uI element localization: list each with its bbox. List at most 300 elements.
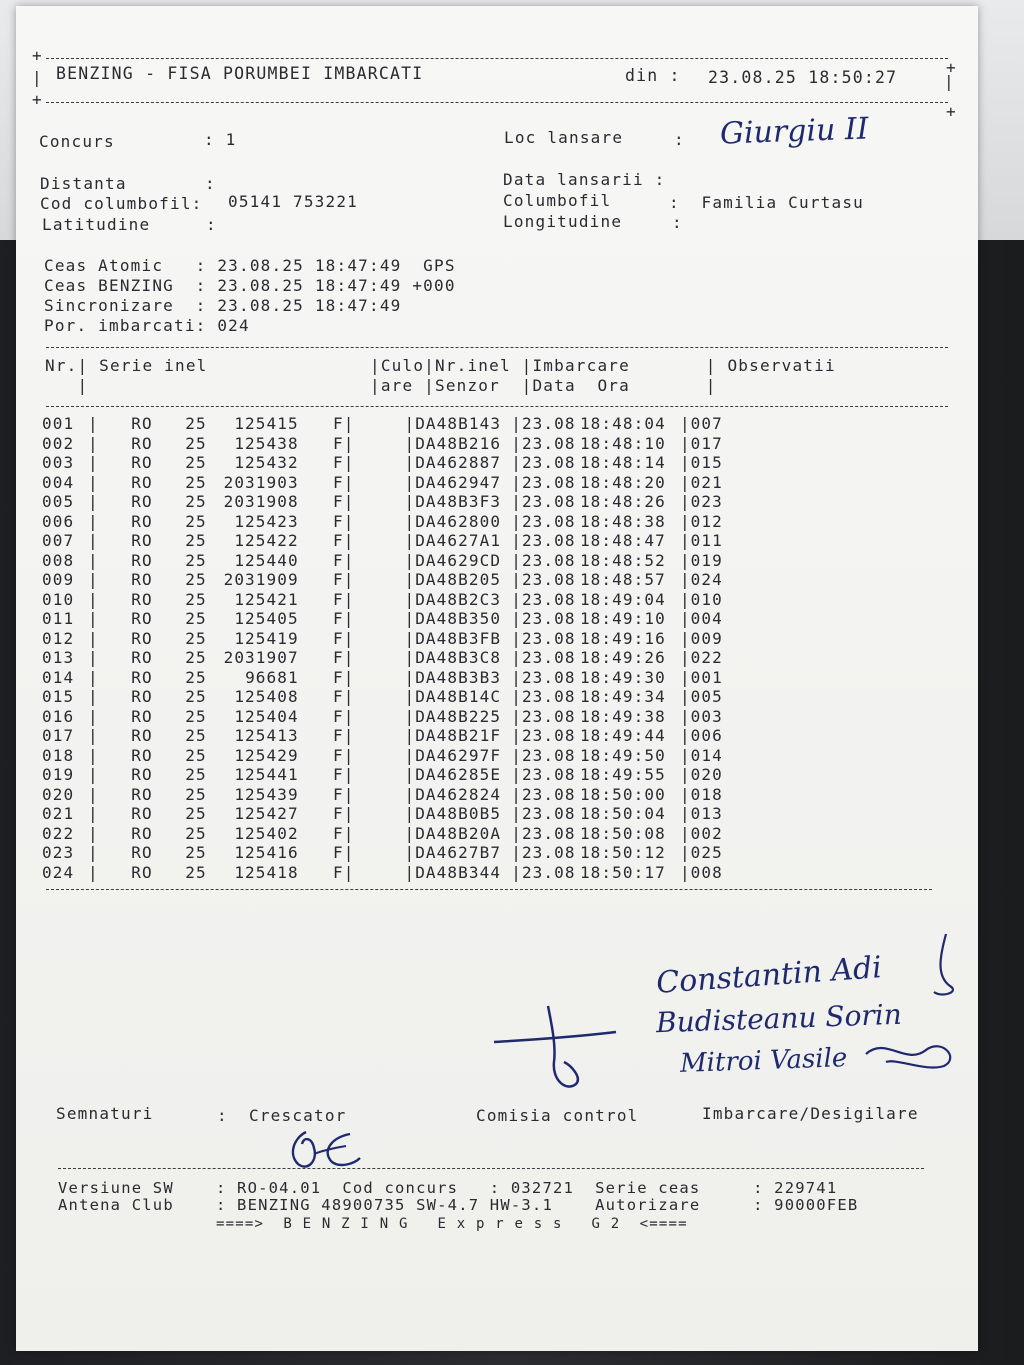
cod-columbofil-value: 05141 753221 xyxy=(228,192,358,211)
column-separator: | xyxy=(343,745,355,765)
cell-sensor: DA48B3FB xyxy=(415,628,502,648)
column-separator: | xyxy=(343,765,355,784)
cell-time: 18:50:08 xyxy=(579,823,666,843)
pigeon-table-body xyxy=(42,414,751,882)
cell-obs: 008 xyxy=(690,862,723,882)
cell-sex: F xyxy=(333,433,344,453)
column-separator: | xyxy=(343,843,355,862)
table-row xyxy=(42,453,751,473)
cell-year: 25 xyxy=(185,784,207,804)
cell-country: RO xyxy=(131,472,153,492)
column-separator: | xyxy=(511,667,522,687)
imbarcare-desigilare-label: Imbarcare/Desigilare xyxy=(702,1104,919,1123)
cell-sensor: DA48B14C xyxy=(415,687,502,706)
column-separator: | xyxy=(343,823,355,843)
cell-culoare xyxy=(354,863,404,883)
cell-date: 23.08 xyxy=(521,843,576,862)
column-separator: | xyxy=(343,570,355,589)
cell-culoare xyxy=(354,824,404,844)
column-separator: | xyxy=(511,492,522,511)
column-separator: | xyxy=(511,589,522,609)
column-separator: | xyxy=(511,843,522,862)
table-header-row-2: | |are |Senzor |Data Ora | xyxy=(45,376,717,395)
column-separator: | xyxy=(404,667,416,687)
cell-sensor: DA48B143 xyxy=(415,414,502,433)
table-row xyxy=(42,804,751,824)
column-separator: | xyxy=(343,453,355,472)
table-header-row-1: Nr.| Serie inel |Culo|Nr.inel |Imbarcare | Observatii xyxy=(45,356,836,375)
cell-sensor: DA48B225 xyxy=(415,706,502,726)
column-separator: | xyxy=(679,862,691,882)
cell-ring: 96681 xyxy=(245,667,299,687)
column-separator: | xyxy=(404,745,416,765)
column-separator: | xyxy=(404,472,416,492)
table-row xyxy=(42,843,751,863)
cell-year: 25 xyxy=(185,433,207,453)
cell-obs: 010 xyxy=(690,589,723,609)
cell-country: RO xyxy=(131,784,153,804)
cell-country: RO xyxy=(131,531,153,550)
cell-ring: 2031907 xyxy=(223,648,299,667)
cell-ring: 125416 xyxy=(234,843,299,862)
commission-signature-mark xyxy=(486,996,626,1096)
column-separator: | xyxy=(679,823,691,843)
column-separator: | xyxy=(343,628,355,648)
cell-time: 18:50:00 xyxy=(579,784,666,804)
column-separator: | xyxy=(88,453,99,472)
column-separator: | xyxy=(88,667,99,687)
cell-sex: F xyxy=(333,726,344,745)
por-imbarcati-line: Por. imbarcati: 024 xyxy=(44,316,250,335)
cell-ring: 125432 xyxy=(234,453,299,472)
column-separator: | xyxy=(679,804,691,823)
cell-time: 18:48:20 xyxy=(579,472,666,492)
header-corner-bl: + xyxy=(32,90,43,109)
column-separator: | xyxy=(343,589,355,609)
cell-date: 23.08 xyxy=(521,550,576,570)
cell-time: 18:48:57 xyxy=(579,570,666,589)
cell-year: 25 xyxy=(185,667,207,687)
column-separator: | xyxy=(679,843,691,862)
cell-sex: F xyxy=(333,843,344,862)
cell-sensor: DA48B344 xyxy=(415,862,502,882)
column-separator: | xyxy=(511,531,522,550)
column-separator: | xyxy=(343,804,355,823)
cell-time: 18:49:38 xyxy=(579,706,666,726)
column-separator: | xyxy=(404,570,416,589)
column-separator: | xyxy=(679,765,691,784)
cell-sensor: DA48B3C8 xyxy=(415,648,502,667)
cell-country: RO xyxy=(131,492,153,511)
table-row xyxy=(42,648,751,668)
header-bar-left: | xyxy=(32,68,43,87)
header-title: BENZING - FISA PORUMBEI IMBARCATI xyxy=(56,64,424,83)
column-separator: | xyxy=(343,784,355,804)
column-separator: | xyxy=(88,726,99,745)
cell-nr: 018 xyxy=(42,745,75,765)
cell-ring: 125427 xyxy=(234,804,299,823)
cell-time: 18:48:14 xyxy=(579,453,666,472)
column-separator: | xyxy=(679,570,691,589)
cell-obs: 007 xyxy=(690,414,723,433)
cell-sex: F xyxy=(333,570,344,589)
cell-time: 18:49:50 xyxy=(579,745,666,765)
table-top-rule xyxy=(46,347,948,348)
column-separator: | xyxy=(343,472,355,492)
column-separator: | xyxy=(679,589,691,609)
cell-culoare xyxy=(354,746,404,766)
cell-country: RO xyxy=(131,570,153,589)
cell-sex: F xyxy=(333,472,344,492)
cell-country: RO xyxy=(131,414,153,433)
data-lansarii-label: Data lansarii : xyxy=(503,170,666,189)
cell-ring: 125418 xyxy=(234,862,299,882)
cell-sex: F xyxy=(333,511,344,531)
column-separator: | xyxy=(88,628,99,648)
cell-year: 25 xyxy=(185,726,207,745)
cell-sensor: DA48B216 xyxy=(415,433,502,453)
column-separator: | xyxy=(88,570,99,589)
cell-culoare xyxy=(354,590,404,610)
table-row xyxy=(42,687,751,707)
column-separator: | xyxy=(511,570,522,589)
cell-sensor: DA462824 xyxy=(415,784,502,804)
cell-time: 18:49:44 xyxy=(579,726,666,745)
table-row xyxy=(42,629,751,649)
column-separator: | xyxy=(679,628,691,648)
column-separator: | xyxy=(343,414,355,433)
cell-date: 23.08 xyxy=(521,745,576,765)
cell-sensor: DA462800 xyxy=(415,511,502,531)
cell-country: RO xyxy=(131,433,153,453)
column-separator: | xyxy=(511,433,522,453)
column-separator: | xyxy=(511,628,522,648)
header-bar-right: | xyxy=(944,72,955,91)
column-separator: | xyxy=(404,765,416,784)
cell-nr: 015 xyxy=(42,687,75,706)
column-separator: | xyxy=(511,414,522,433)
cell-culoare xyxy=(354,434,404,454)
cell-date: 23.08 xyxy=(521,667,576,687)
cell-obs: 020 xyxy=(690,765,723,784)
pigeon-table xyxy=(42,414,751,882)
cell-date: 23.08 xyxy=(521,823,576,843)
cell-obs: 017 xyxy=(690,433,723,453)
cell-nr: 003 xyxy=(42,453,75,472)
table-row xyxy=(42,824,751,844)
cell-culoare xyxy=(354,765,404,785)
column-separator: | xyxy=(88,550,99,570)
cell-sensor: DA4629CD xyxy=(415,550,502,570)
cell-nr: 006 xyxy=(42,511,75,531)
cell-year: 25 xyxy=(185,843,207,862)
column-separator: | xyxy=(679,433,691,453)
cell-nr: 022 xyxy=(42,823,75,843)
cell-ring: 2031909 xyxy=(223,570,299,589)
column-separator: | xyxy=(88,784,99,804)
column-separator: | xyxy=(511,784,522,804)
cell-sex: F xyxy=(333,414,344,433)
cell-culoare xyxy=(354,785,404,805)
column-separator: | xyxy=(511,765,522,784)
columbofil-label: Columbofil xyxy=(503,191,612,210)
cell-sex: F xyxy=(333,804,344,823)
cell-country: RO xyxy=(131,745,153,765)
cell-sex: F xyxy=(333,862,344,882)
cell-sex: F xyxy=(333,550,344,570)
cell-nr: 023 xyxy=(42,843,75,862)
cell-date: 23.08 xyxy=(521,804,576,823)
cell-nr: 017 xyxy=(42,726,75,745)
cell-culoare xyxy=(354,843,404,863)
cell-year: 25 xyxy=(185,414,207,433)
cell-sensor: DA46297F xyxy=(415,745,502,765)
cell-year: 25 xyxy=(185,628,207,648)
cell-culoare xyxy=(354,473,404,493)
cell-obs: 006 xyxy=(690,726,723,745)
cell-culoare xyxy=(354,570,404,590)
cell-sensor: DA48B2C3 xyxy=(415,589,502,609)
column-separator: | xyxy=(343,531,355,550)
cell-year: 25 xyxy=(185,745,207,765)
cell-ring: 2031908 xyxy=(223,492,299,511)
cell-year: 25 xyxy=(185,531,207,550)
cell-country: RO xyxy=(131,804,153,823)
column-separator: | xyxy=(343,862,355,882)
loc-lansare-colon: : xyxy=(674,130,685,149)
cell-culoare xyxy=(354,453,404,473)
cell-culoare xyxy=(354,707,404,727)
cell-obs: 002 xyxy=(690,823,723,843)
cell-year: 25 xyxy=(185,804,207,823)
footer-line-2: Antena Club : BENZING 48900735 SW-4.7 HW-3.1 Autorizare : 90000FEB xyxy=(58,1196,859,1214)
longitudine-value: : xyxy=(672,213,683,232)
cell-sensor: DA4627B7 xyxy=(415,843,502,862)
cell-sex: F xyxy=(333,706,344,726)
cell-date: 23.08 xyxy=(521,492,576,511)
column-separator: | xyxy=(343,687,355,706)
column-separator: | xyxy=(511,550,522,570)
column-separator: | xyxy=(404,823,416,843)
cell-sex: F xyxy=(333,823,344,843)
column-separator: | xyxy=(404,843,416,862)
cell-time: 18:49:34 xyxy=(579,687,666,706)
cell-culoare xyxy=(354,668,404,688)
table-row xyxy=(42,668,751,688)
cell-ring: 125419 xyxy=(234,628,299,648)
cell-culoare xyxy=(354,629,404,649)
cell-ring: 125405 xyxy=(234,609,299,628)
table-row xyxy=(42,863,751,883)
column-separator: | xyxy=(88,472,99,492)
column-separator: | xyxy=(88,414,99,433)
cell-country: RO xyxy=(131,726,153,745)
cell-country: RO xyxy=(131,862,153,882)
cell-nr: 008 xyxy=(42,550,75,570)
cell-ring: 125402 xyxy=(234,823,299,843)
table-row xyxy=(42,590,751,610)
cell-nr: 011 xyxy=(42,609,75,628)
column-separator: | xyxy=(404,453,416,472)
header-corner-br: + xyxy=(946,102,957,121)
table-bottom-rule xyxy=(46,889,932,890)
cell-time: 18:48:04 xyxy=(579,414,666,433)
cell-sex: F xyxy=(333,609,344,628)
cell-time: 18:48:47 xyxy=(579,531,666,550)
comisia-control-label: Comisia control xyxy=(476,1106,639,1125)
column-separator: | xyxy=(679,492,691,511)
cell-year: 25 xyxy=(185,550,207,570)
column-separator: | xyxy=(511,745,522,765)
cell-obs: 015 xyxy=(690,453,723,472)
distanta-label: Distanta xyxy=(40,174,127,193)
cell-ring: 125440 xyxy=(234,550,299,570)
cell-sensor: DA48B3F3 xyxy=(415,492,502,511)
table-row xyxy=(42,746,751,766)
column-separator: | xyxy=(511,862,522,882)
cell-sensor: DA462947 xyxy=(415,472,502,492)
cell-nr: 010 xyxy=(42,589,75,609)
cell-country: RO xyxy=(131,589,153,609)
table-row xyxy=(42,765,751,785)
cell-country: RO xyxy=(131,687,153,706)
column-separator: | xyxy=(679,726,691,745)
cell-year: 25 xyxy=(185,453,207,472)
cell-culoare xyxy=(354,687,404,707)
column-separator: | xyxy=(88,745,99,765)
column-separator: | xyxy=(679,550,691,570)
cell-obs: 003 xyxy=(690,706,723,726)
cell-time: 18:50:12 xyxy=(579,843,666,862)
column-separator: | xyxy=(404,550,416,570)
header-bottom-rule xyxy=(46,102,948,103)
cell-country: RO xyxy=(131,706,153,726)
column-separator: | xyxy=(88,609,99,628)
column-separator: | xyxy=(404,706,416,726)
column-separator: | xyxy=(511,472,522,492)
cell-nr: 021 xyxy=(42,804,75,823)
column-separator: | xyxy=(404,433,416,453)
cell-obs: 013 xyxy=(690,804,723,823)
cell-sex: F xyxy=(333,687,344,706)
cell-year: 25 xyxy=(185,609,207,628)
cell-nr: 012 xyxy=(42,628,75,648)
column-separator: | xyxy=(404,414,416,433)
table-row xyxy=(42,512,751,532)
column-separator: | xyxy=(404,492,416,511)
cell-ring: 125429 xyxy=(234,745,299,765)
cell-date: 23.08 xyxy=(521,687,576,706)
cell-country: RO xyxy=(131,628,153,648)
cell-year: 25 xyxy=(185,687,207,706)
column-separator: | xyxy=(88,823,99,843)
column-separator: | xyxy=(343,706,355,726)
column-separator: | xyxy=(404,784,416,804)
header-corner-tr: + xyxy=(946,58,957,77)
cell-year: 25 xyxy=(185,862,207,882)
column-separator: | xyxy=(679,609,691,628)
column-separator: | xyxy=(679,453,691,472)
column-separator: | xyxy=(88,511,99,531)
table-row xyxy=(42,531,751,551)
cell-sex: F xyxy=(333,628,344,648)
column-separator: | xyxy=(88,531,99,550)
column-separator: | xyxy=(511,726,522,745)
cell-obs: 004 xyxy=(690,609,723,628)
columbofil-value: : Familia Curtasu xyxy=(669,193,864,212)
loc-lansare-handwritten: Giurgiu II xyxy=(719,111,870,152)
cell-country: RO xyxy=(131,823,153,843)
cell-time: 18:49:10 xyxy=(579,609,666,628)
cell-time: 18:48:38 xyxy=(579,511,666,531)
cell-year: 25 xyxy=(185,823,207,843)
latitudine-value: : xyxy=(206,215,217,234)
column-separator: | xyxy=(404,726,416,745)
table-row xyxy=(42,707,751,727)
column-separator: | xyxy=(343,433,355,453)
cell-year: 25 xyxy=(185,706,207,726)
cell-year: 25 xyxy=(185,511,207,531)
cell-sensor: DA48B350 xyxy=(415,609,502,628)
cell-sex: F xyxy=(333,589,344,609)
cell-time: 18:50:17 xyxy=(579,862,666,882)
column-separator: | xyxy=(404,804,416,823)
cell-sensor: DA48B21F xyxy=(415,726,502,745)
column-separator: | xyxy=(88,648,99,667)
cell-country: RO xyxy=(131,648,153,667)
cell-time: 18:49:55 xyxy=(579,765,666,784)
cell-nr: 016 xyxy=(42,706,75,726)
cell-ring: 125413 xyxy=(234,726,299,745)
column-separator: | xyxy=(343,726,355,745)
cell-culoare xyxy=(354,414,404,434)
cell-sensor: DA462887 xyxy=(415,453,502,472)
column-separator: | xyxy=(404,862,416,882)
cell-date: 23.08 xyxy=(521,589,576,609)
cell-ring: 125408 xyxy=(234,687,299,706)
cell-sex: F xyxy=(333,667,344,687)
ceas-benzing-line: Ceas BENZING : 23.08.25 18:47:49 +000 xyxy=(44,276,456,295)
cell-time: 18:48:26 xyxy=(579,492,666,511)
column-separator: | xyxy=(511,706,522,726)
concurs-value: : 1 xyxy=(204,130,237,149)
cell-sensor: DA48B0B5 xyxy=(415,804,502,823)
cell-obs: 019 xyxy=(690,550,723,570)
header-corner-tl: + xyxy=(32,46,43,65)
cell-date: 23.08 xyxy=(521,433,576,453)
cell-ring: 125422 xyxy=(234,531,299,550)
cell-sex: F xyxy=(333,531,344,550)
cell-obs: 021 xyxy=(690,472,723,492)
loc-lansare-label: Loc lansare xyxy=(504,128,624,147)
cell-date: 23.08 xyxy=(521,414,576,433)
cell-nr: 007 xyxy=(42,531,75,550)
cell-country: RO xyxy=(131,453,153,472)
cell-country: RO xyxy=(131,609,153,628)
cell-time: 18:50:04 xyxy=(579,804,666,823)
table-row xyxy=(42,492,751,512)
column-separator: | xyxy=(343,550,355,570)
table-row xyxy=(42,785,751,805)
cell-country: RO xyxy=(131,667,153,687)
cell-date: 23.08 xyxy=(521,511,576,531)
cell-date: 23.08 xyxy=(521,726,576,745)
column-separator: | xyxy=(511,687,522,706)
cell-year: 25 xyxy=(185,492,207,511)
column-separator: | xyxy=(404,687,416,706)
concurs-label: Concurs xyxy=(39,132,115,151)
footer-rule xyxy=(58,1168,924,1169)
